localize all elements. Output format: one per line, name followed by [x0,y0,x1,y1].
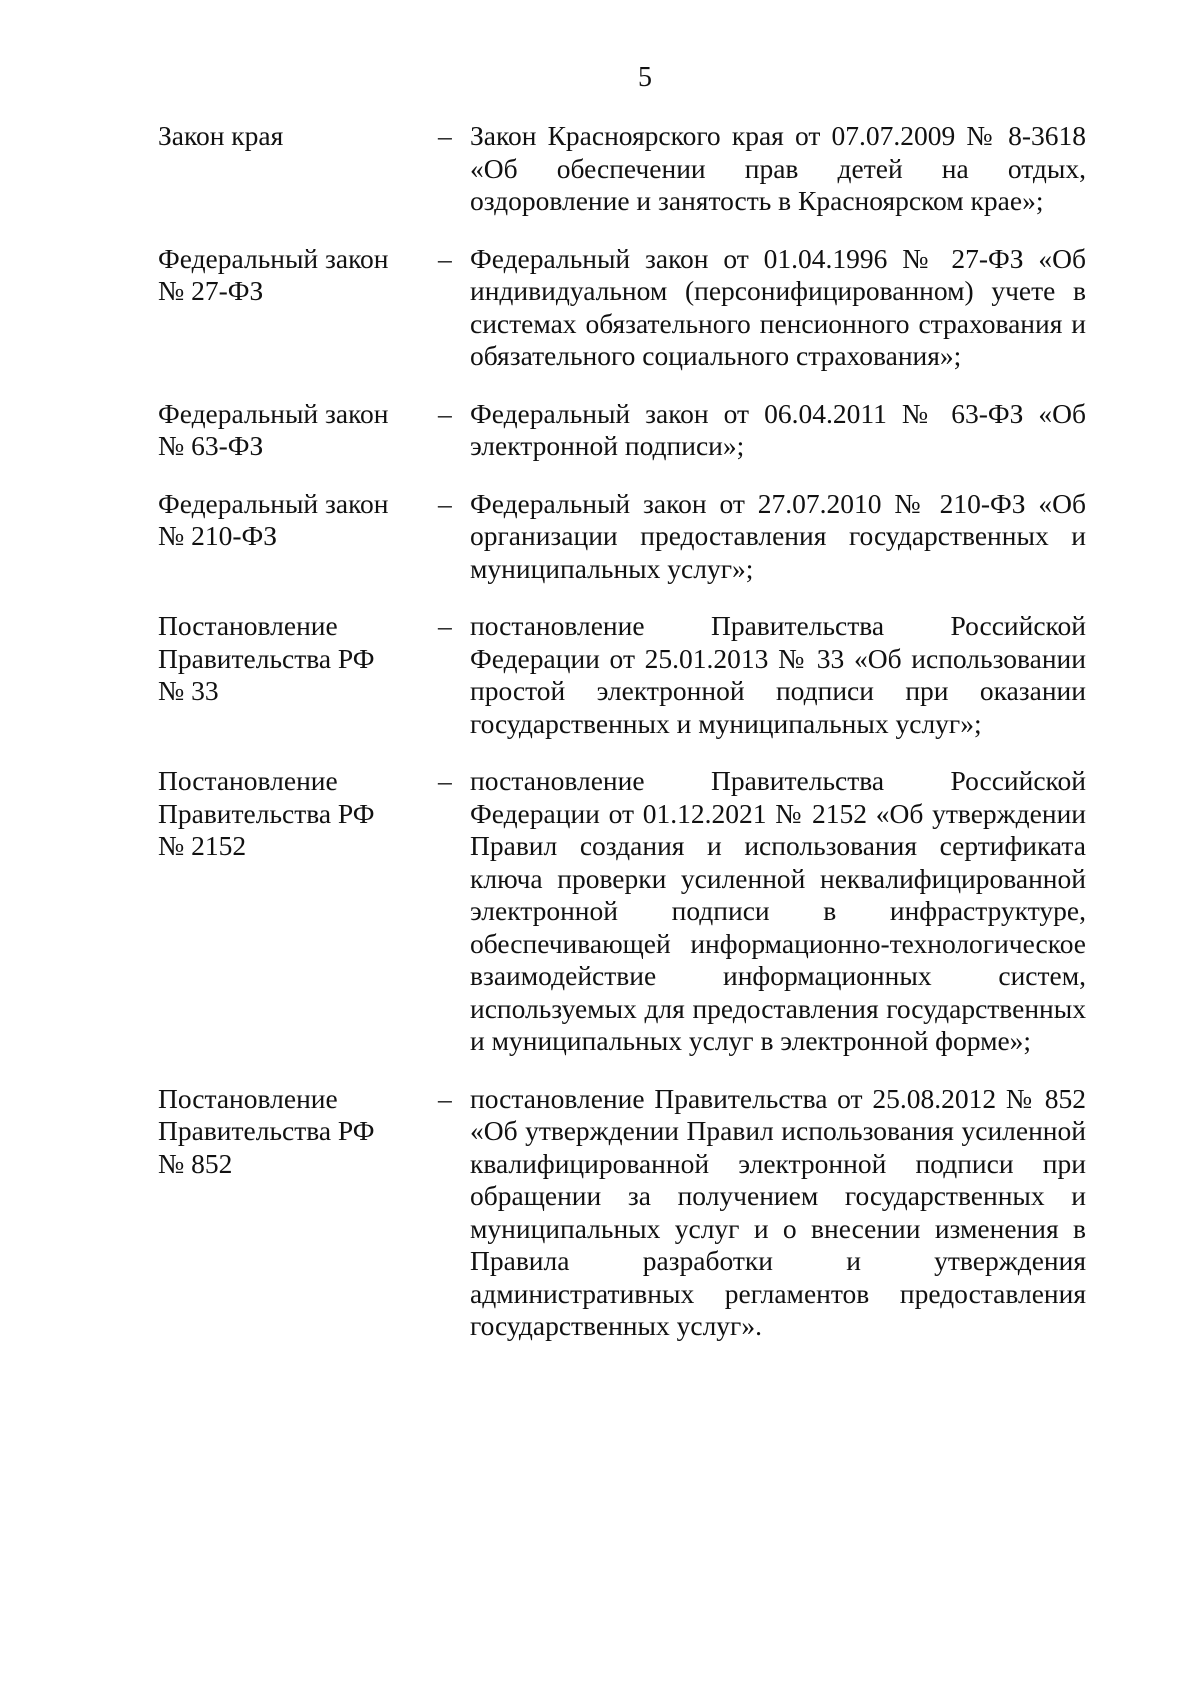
definition-row-27-fz [158,243,1086,373]
definition-text: Федеральный закон от 06.04.2011 № 63-ФЗ «Об электронной подписи»; [470,397,1086,461]
term-line: Федеральный закон [158,487,389,519]
term-line: Закон края [158,120,284,151]
page-number: 5 [638,62,652,93]
definition-row-zakon-kraya [158,120,1086,218]
definition-dash: – [438,610,452,641]
definition-term [158,120,438,153]
definition-row-postanovlenie-33 [158,610,1086,740]
term-line: Правительства РФ [158,642,375,674]
definitions-list [158,120,1086,1368]
definition-term [158,243,438,308]
definition-dash: – [438,242,452,274]
definition-dash: – [438,1082,452,1114]
definition-dash: – [438,120,452,151]
term-line: Правительства РФ [158,797,375,829]
term-line: Постановление [158,765,338,796]
definition-row-postanovlenie-2152 [158,765,1086,1058]
definition-term [158,488,438,553]
term-line: № 2152 [158,830,247,861]
definition-row-postanovlenie-852 [158,1083,1086,1343]
definition-dash: – [438,397,452,429]
term-line: № 852 [158,1147,233,1179]
definition-term [158,610,438,708]
term-line: № 33 [158,675,219,706]
term-line: № 63-ФЗ [158,430,264,461]
definition-row-63-fz [158,398,1086,463]
definition-text: Закон Красноярского края от 07.07.2009 № 8-3618 «Об обеспечении прав детей на отдых, оздоровление и занятость в Красноярском крае»; [470,120,1086,216]
term-line: Правительства РФ [158,1115,375,1146]
term-line: Федеральный закон [158,397,389,429]
term-line: Постановление [158,610,338,641]
term-line: № 210-ФЗ [158,520,278,551]
term-line: № 27-ФЗ [158,275,264,306]
definition-text: Федеральный закон от 27.07.2010 № 210-ФЗ «Об организации предоставления государственных и муниципальных услуг»; [470,487,1086,584]
definition-text: постановление Правительства от 25.08.2012 № 852 «Об утверждении Правил использования усиленной квалифицированной электронной подписи при обращении за получением государственных и муниципальных услуг и о внесении изменения в Правила разработки и утверждения административных регламентов предоставления государственных услуг». [470,1082,1086,1341]
term-line: Федеральный закон [158,242,389,274]
definition-text: постановление Правительства Российской Федерации от 01.12.2021 № 2152 «Об утверждении Правил создания и использования сертификата ключа проверки усиленной неквалифицированной электронной подписи в инфраструктуре, обеспечивающей информационно-технологическое взаимодействие информационных систем, используемых для предоставления государственных и муниципальных услуг в электронной форме»; [470,765,1086,1056]
definition-dash: – [438,765,452,796]
definition-dash: – [438,487,452,519]
definition-text: постановление Правительства Российской Федерации от 25.01.2013 № 33 «Об использовании простой электронной подписи при оказании государственных и муниципальных услуг»; [470,610,1086,739]
definition-row-210-fz [158,488,1086,586]
definition-term [158,1083,438,1181]
term-line: Постановление [158,1082,338,1114]
definition-text: Федеральный закон от 01.04.1996 № 27-ФЗ «Об индивидуальном (персонифицированном) учете в системах обязательного пенсионного страхования и обязательного социального страхования»; [470,242,1086,371]
definition-term [158,398,438,463]
definition-term [158,765,438,863]
